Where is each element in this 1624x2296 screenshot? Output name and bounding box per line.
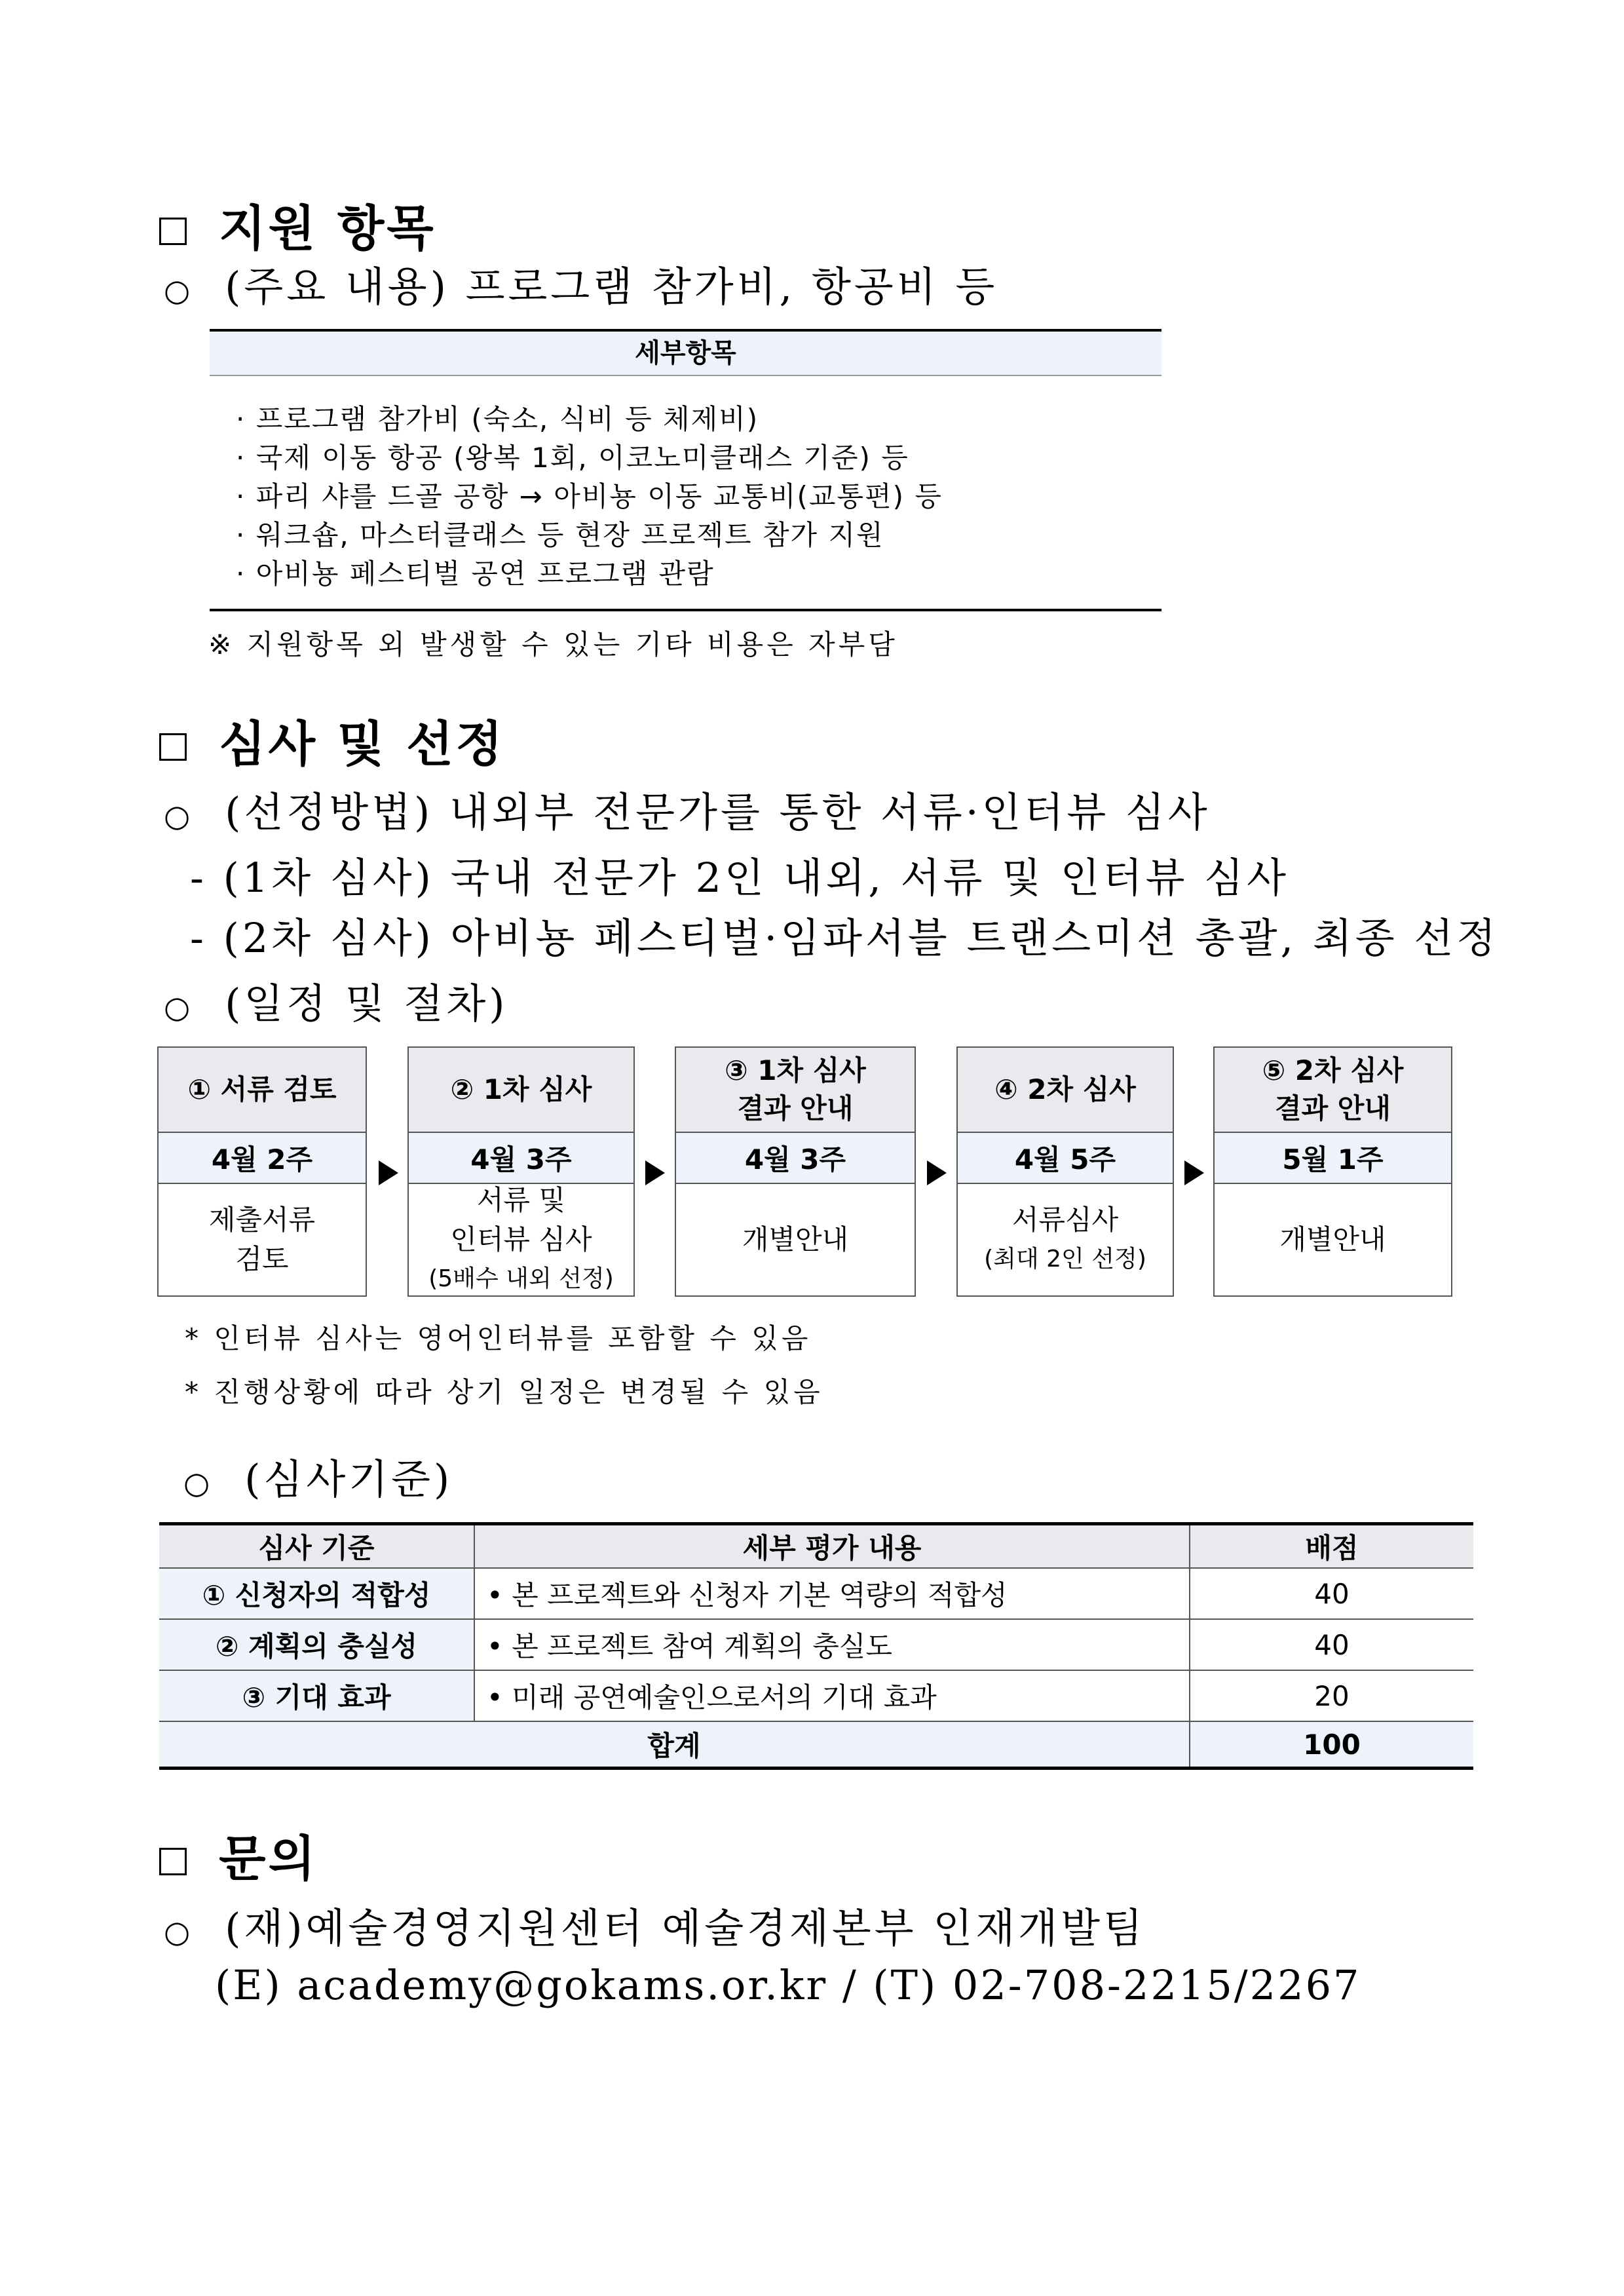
step-title: ⑤ 2차 심사 결과 안내 xyxy=(1215,1048,1451,1133)
process-step xyxy=(675,1046,916,1297)
criterion-score: 40 xyxy=(1190,1568,1473,1619)
step-title: ③ 1차 심사 결과 안내 xyxy=(676,1048,915,1133)
process-step xyxy=(407,1046,635,1297)
section-support-heading: 지원 항목 xyxy=(159,190,436,259)
step-content: 서류심사 (최대 2인 선정) xyxy=(984,1204,1146,1272)
section-review-heading: 심사 및 선정 xyxy=(159,706,505,775)
step-date: 4월 3주 xyxy=(676,1133,915,1184)
criteria-header-row xyxy=(159,1524,1473,1569)
checkbox-icon xyxy=(159,1848,187,1875)
table-row xyxy=(159,1568,1473,1619)
criterion-name: ① 신청자의 적합성 xyxy=(159,1568,474,1619)
detail-items-body xyxy=(210,376,1161,611)
circle-bullet-icon: ○ xyxy=(164,989,191,1025)
criterion-score: 40 xyxy=(1190,1619,1473,1670)
process-step xyxy=(157,1046,367,1297)
checkbox-icon xyxy=(159,218,187,245)
step-title: ④ 2차 심사 xyxy=(958,1048,1173,1133)
criterion-detail: • 본 프로젝트와 신청자 기본 역량의 적합성 xyxy=(474,1568,1190,1619)
circle-bullet-icon: ○ xyxy=(164,798,191,833)
detail-item: · 국제 이동 항공 (왕복 1회, 이코노미클래스 기준) 등 xyxy=(236,442,909,474)
criterion-detail: • 미래 공연예술인으로서의 기대 효과 xyxy=(474,1670,1190,1721)
step-date: 4월 5주 xyxy=(958,1133,1173,1184)
arrow-right-icon xyxy=(927,1160,947,1185)
detail-item: · 워크숍, 마스터클래스 등 현장 프로젝트 참가 지원 xyxy=(236,519,884,551)
checkbox-icon xyxy=(159,733,187,761)
process-step xyxy=(956,1046,1174,1297)
review-round2: - (2차 심사) 아비뇽 페스티벌·임파서블 트랜스미션 총괄, 최종 선정 xyxy=(190,914,1500,962)
detail-items-table xyxy=(210,329,1161,611)
criterion-name: ② 계획의 충실성 xyxy=(159,1619,474,1670)
criteria-header-detail: 세부 평가 내용 xyxy=(474,1524,1190,1569)
arrow-right-icon xyxy=(379,1160,398,1185)
support-note: ※ 지원항목 외 발생할 수 있는 기타 비용은 자부담 xyxy=(208,628,898,660)
criteria-header-score: 배점 xyxy=(1190,1524,1473,1569)
section-contact-heading: 문의 xyxy=(159,1820,318,1890)
step-title: ① 서류 검토 xyxy=(159,1048,366,1133)
total-score: 100 xyxy=(1190,1721,1473,1769)
step-date: 5월 1주 xyxy=(1215,1133,1451,1184)
step-content: 개별안내 xyxy=(1279,1223,1386,1255)
step-content: 개별안내 xyxy=(742,1223,849,1255)
step-date: 4월 2주 xyxy=(159,1133,366,1184)
contact-info: (E) academy@gokams.or.kr / (T) 02-708-2215/2267 xyxy=(215,1961,1361,2009)
circle-bullet-icon: ○ xyxy=(183,1465,210,1501)
review-round1: - (1차 심사) 국내 전문가 2인 내외, 서류 및 인터뷰 심사 xyxy=(190,854,1289,902)
schedule-label: ○ (일정 및 절차) xyxy=(164,980,508,1027)
arrow-right-icon xyxy=(1184,1160,1204,1185)
criteria-label: ○ (심사기준) xyxy=(183,1455,453,1503)
arrow-right-icon xyxy=(645,1160,665,1185)
total-label: 합계 xyxy=(159,1721,1190,1769)
step-date: 4월 3주 xyxy=(409,1133,633,1184)
process-step xyxy=(1213,1046,1452,1297)
detail-item: · 아비뇽 페스티벌 공연 프로그램 관람 xyxy=(236,558,715,590)
criterion-detail: • 본 프로젝트 참여 계획의 충실도 xyxy=(474,1619,1190,1670)
schedule-note: * 진행상황에 따라 상기 일정은 변경될 수 있음 xyxy=(185,1376,823,1408)
step-content: 제출서류 검토 xyxy=(208,1204,316,1275)
schedule-note: * 인터뷰 심사는 영어인터뷰를 포함할 수 있음 xyxy=(185,1322,812,1354)
circle-bullet-icon: ○ xyxy=(164,1914,191,1949)
criterion-name: ③ 기대 효과 xyxy=(159,1670,474,1721)
table-row xyxy=(159,1670,1473,1721)
step-title: ② 1차 심사 xyxy=(409,1048,633,1133)
review-method: ○ (선정방법) 내외부 전문가를 통한 서류·인터뷰 심사 xyxy=(164,788,1211,836)
detail-item: · 프로그램 참가비 (숙소, 식비 등 체제비) xyxy=(236,403,759,435)
criteria-header-criterion: 심사 기준 xyxy=(159,1524,474,1569)
criterion-score: 20 xyxy=(1190,1670,1473,1721)
detail-item: · 파리 샤를 드골 공항 → 아비뇽 이동 교통비(교통편) 등 xyxy=(236,480,943,512)
contact-org: ○ (재)예술경영지원센터 예술경제본부 인재개발팀 xyxy=(164,1904,1146,1952)
step-content: 서류 및 인터뷰 심사 (5배수 내외 선정) xyxy=(428,1184,614,1292)
total-row xyxy=(159,1721,1473,1769)
circle-bullet-icon: ○ xyxy=(164,273,191,308)
table-row xyxy=(159,1619,1473,1670)
detail-items-header: 세부항목 xyxy=(210,329,1161,376)
criteria-table xyxy=(159,1522,1473,1770)
support-main-bullet: ○ (주요 내용) 프로그램 참가비, 항공비 등 xyxy=(164,263,998,311)
